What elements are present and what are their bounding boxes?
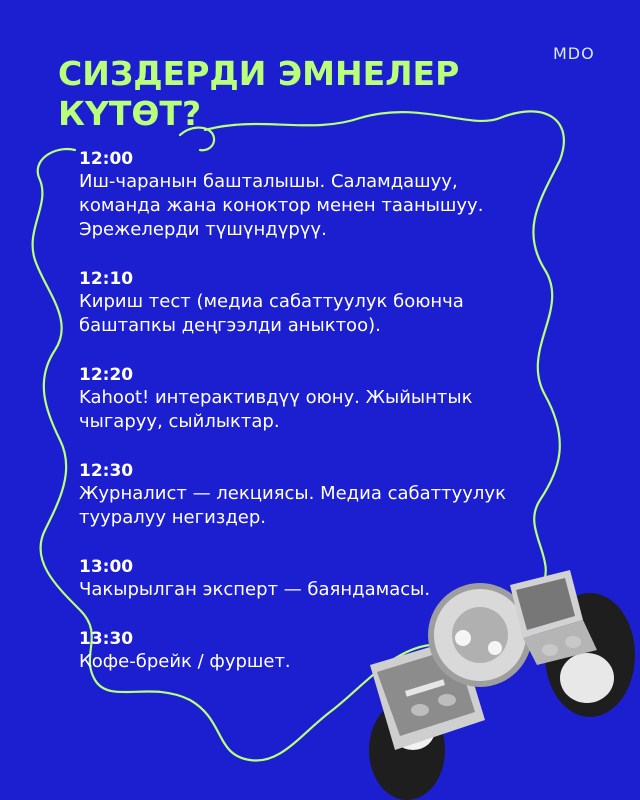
brand-logo: MDO bbox=[553, 44, 595, 63]
schedule-description-line: Кириш тест (медиа сабаттуулук боюнча bbox=[79, 291, 464, 312]
schedule-description-line: тууралуу негиздер. bbox=[79, 507, 267, 528]
page-title bbox=[58, 54, 459, 134]
people-with-laptops-photo bbox=[365, 560, 640, 800]
schedule-time: 12:10 bbox=[79, 269, 134, 289]
schedule-description-line: команда жана коноктор менен таанышуу. bbox=[79, 195, 484, 216]
schedule-description-line: Эрежелерди түшүндүрүү. bbox=[79, 219, 327, 240]
schedule-item bbox=[79, 364, 579, 434]
schedule-description-line: Кофе-брейк / фуршет. bbox=[79, 651, 291, 672]
schedule-item bbox=[79, 268, 579, 338]
schedule-time: 12:20 bbox=[79, 365, 134, 385]
schedule-time: 13:30 bbox=[79, 629, 134, 649]
schedule-description-line: чыгаруу, сыйлыктар. bbox=[79, 411, 280, 432]
schedule-time: 13:00 bbox=[79, 557, 134, 577]
title-line-2: КҮТӨТ? bbox=[58, 94, 202, 133]
schedule-description-line: Журналист — лекциясы. Медиа сабаттуулук bbox=[79, 483, 506, 504]
title-line-1: СИЗДЕРДИ ЭМНЕЛЕР bbox=[58, 54, 460, 93]
schedule-description-line: Чакырылган эксперт — баяндамасы. bbox=[79, 579, 431, 600]
schedule-time: 12:30 bbox=[79, 461, 134, 481]
schedule-description-line: Kahoot! интерактивдүү оюну. Жыйынтык bbox=[79, 387, 473, 408]
schedule-item bbox=[79, 460, 579, 530]
schedule-time: 12:00 bbox=[79, 149, 134, 169]
schedule-description-line: Иш-чаранын башталышы. Саламдашуу, bbox=[79, 171, 458, 192]
schedule-description-line: баштапкы деңгээлди аныктоо). bbox=[79, 315, 381, 336]
schedule-item bbox=[79, 148, 579, 242]
